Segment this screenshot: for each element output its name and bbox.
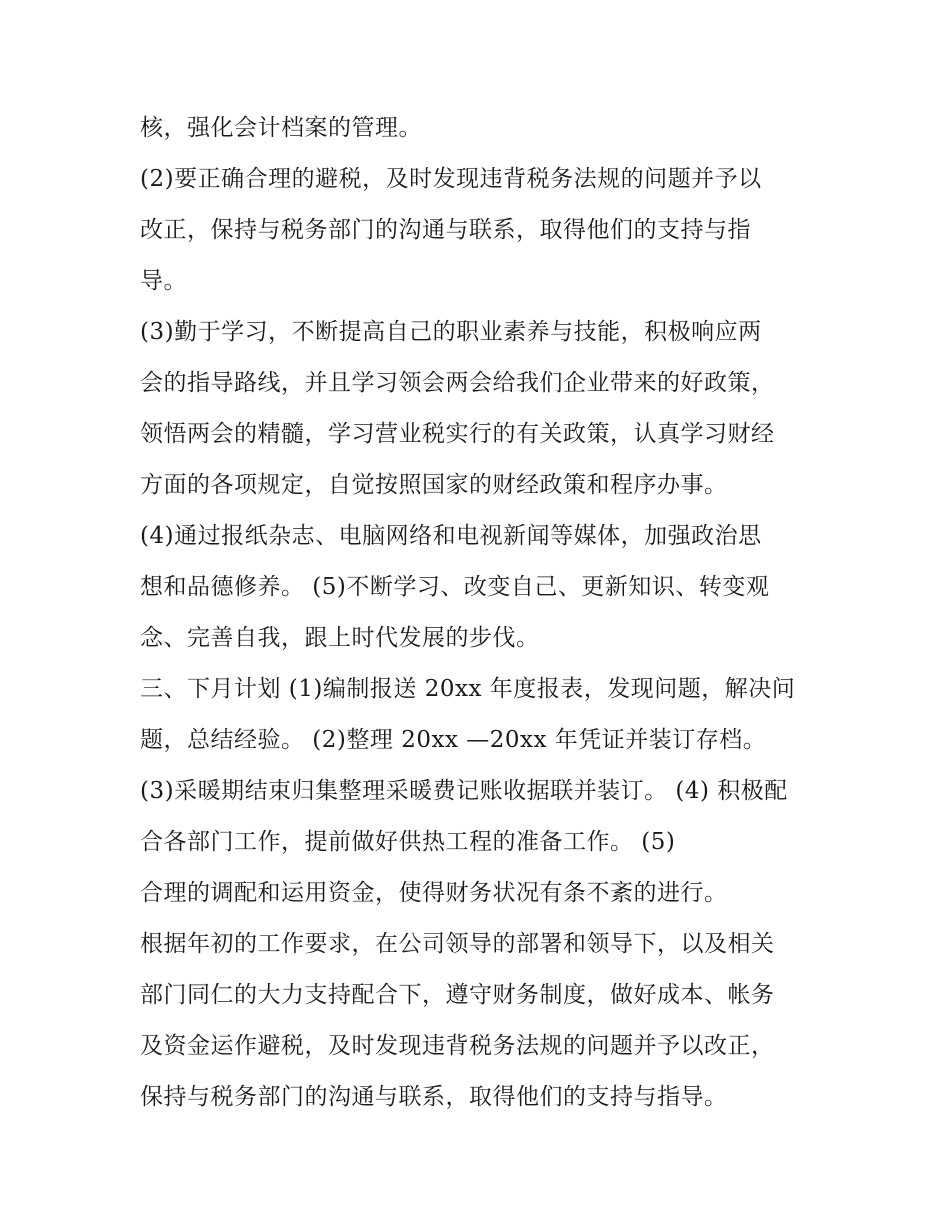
text-line: 题，总结经验。 (2)整理 20xx —20xx 年凭证并装订存档。 bbox=[140, 727, 767, 753]
text-line: 方面的各项规定，自觉按照国家的财经政策和程序办事。 bbox=[140, 472, 728, 498]
text-line: 及资金运作避税，及时发现违背税务法规的问题并予以改正， bbox=[140, 1033, 775, 1059]
text-line: 领悟两会的精髓，学习营业税实行的有关政策，认真学习财经 bbox=[140, 421, 775, 447]
text-line: 合理的调配和运用资金，使得财务状况有条不紊的进行。 bbox=[140, 880, 728, 906]
text-line: 根据年初的工作要求，在公司领导的部署和领导下，以及相关 bbox=[140, 931, 775, 957]
text-line: 想和品德修养。 (5)不断学习、改变自己、更新知识、转变观 bbox=[140, 574, 770, 600]
text-line: 导。 bbox=[140, 268, 187, 294]
text-line: 保持与税务部门的沟通与联系，取得他们的支持与指导。 bbox=[140, 1084, 728, 1110]
text-line: 会的指导路线，并且学习领会两会给我们企业带来的好政策， bbox=[140, 370, 775, 396]
text-line: (4)通过报纸杂志、电脑网络和电视新闻等媒体，加强政治思 bbox=[140, 523, 762, 549]
text-line: (3)勤于学习，不断提高自己的职业素养与技能，积极响应两 bbox=[140, 319, 762, 345]
text-line: 核，强化会计档案的管理。 bbox=[140, 115, 422, 141]
text-line: 念、完善自我，跟上时代发展的步伐。 bbox=[140, 625, 540, 651]
body-text bbox=[140, 103, 820, 1123]
text-line: 三、下月计划 (1)编制报送 20xx 年度报表，发现问题，解决问 bbox=[140, 676, 796, 702]
text-line: (3)采暖期结束归集整理采暖费记账收据联并装订。 (4) 积极配 bbox=[140, 778, 788, 804]
text-line: (2)要正确合理的避税，及时发现违背税务法规的问题并予以 bbox=[140, 166, 762, 192]
text-line: 部门同仁的大力支持配合下，遵守财务制度，做好成本、帐务 bbox=[140, 982, 775, 1008]
text-line: 合各部门工作，提前做好供热工程的准备工作。 (5) bbox=[140, 829, 676, 855]
text-line: 改正，保持与税务部门的沟通与联系，取得他们的支持与指 bbox=[140, 217, 751, 243]
